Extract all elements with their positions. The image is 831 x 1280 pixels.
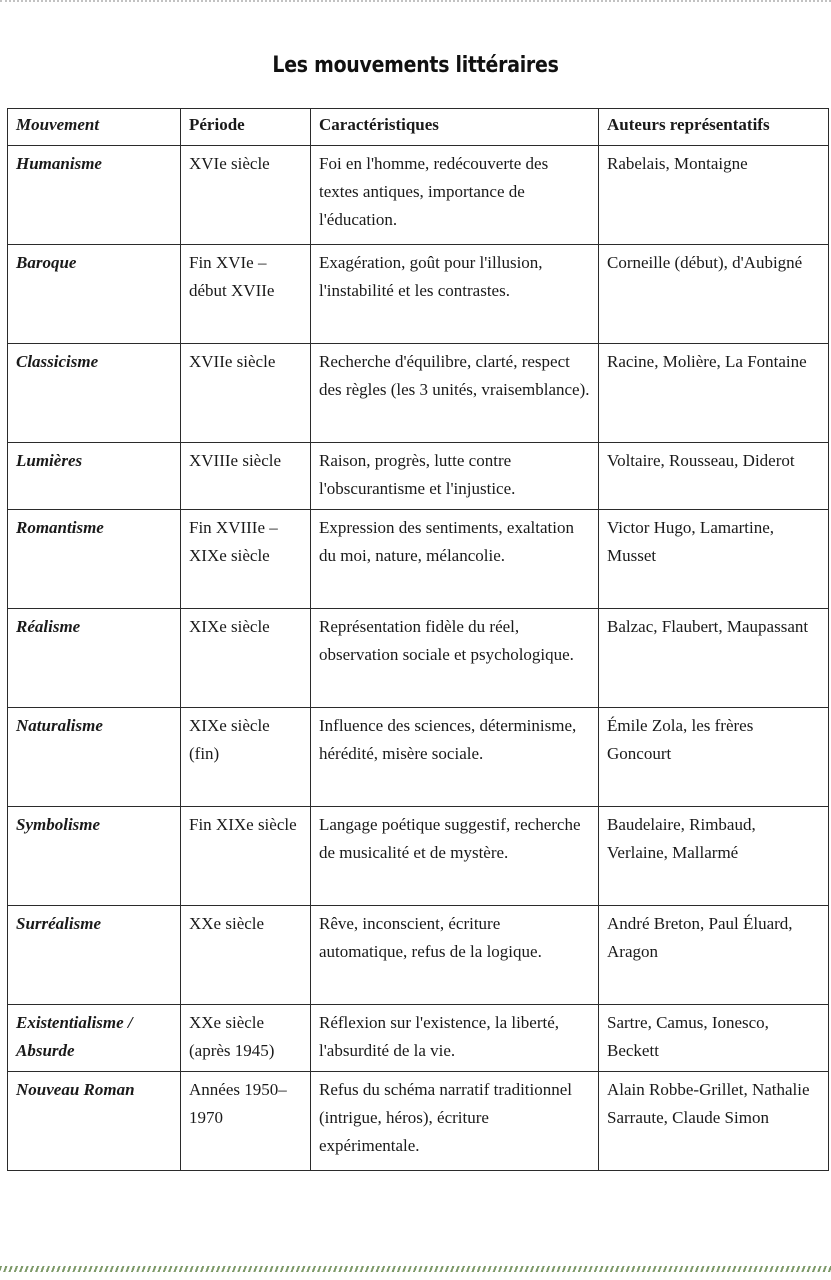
auteurs-cell: Rabelais, Montaigne <box>599 146 829 245</box>
caracteristiques-cell: Recherche d'équilibre, clarté, respect des règles (les 3 unités, vraisemblance). <box>311 344 599 443</box>
auteurs-cell: Baudelaire, Rimbaud, Verlaine, Mallarmé <box>599 807 829 906</box>
table-row <box>8 1005 829 1072</box>
periode-cell: XVIe siècle <box>181 146 311 245</box>
mouvement-cell: Baroque <box>8 245 181 344</box>
periode-cell: Fin XIXe siècle <box>181 807 311 906</box>
bottom-decorative-border <box>0 1266 831 1272</box>
auteurs-cell: Alain Robbe-Grillet, Nathalie Sarraute, Claude Simon <box>599 1072 829 1171</box>
mouvement-cell: Lumières <box>8 443 181 510</box>
table-row <box>8 245 829 344</box>
auteurs-cell: Balzac, Flaubert, Maupassant <box>599 609 829 708</box>
table-row <box>8 146 829 245</box>
periode-cell: Fin XVIIIe – XIXe siècle <box>181 510 311 609</box>
table-row <box>8 1072 829 1171</box>
auteurs-cell: Voltaire, Rousseau, Diderot <box>599 443 829 510</box>
auteurs-cell: Racine, Molière, La Fontaine <box>599 344 829 443</box>
caracteristiques-cell: Réflexion sur l'existence, la liberté, l'absurdité de la vie. <box>311 1005 599 1072</box>
literary-movements-table <box>7 108 829 1171</box>
auteurs-cell: Sartre, Camus, Ionesco, Beckett <box>599 1005 829 1072</box>
mouvement-cell: Existentialisme / Absurde <box>8 1005 181 1072</box>
table-row <box>8 609 829 708</box>
mouvement-cell: Réalisme <box>8 609 181 708</box>
mouvement-cell: Romantisme <box>8 510 181 609</box>
top-dotted-border <box>0 0 831 5</box>
table-header-row <box>8 109 829 146</box>
periode-cell: XXe siècle <box>181 906 311 1005</box>
table-row <box>8 906 829 1005</box>
periode-cell: XVIIe siècle <box>181 344 311 443</box>
caracteristiques-cell: Influence des sciences, déterminisme, hérédité, misère sociale. <box>311 708 599 807</box>
auteurs-cell: Corneille (début), d'Aubigné <box>599 245 829 344</box>
caracteristiques-cell: Exagération, goût pour l'illusion, l'instabilité et les contrastes. <box>311 245 599 344</box>
mouvement-cell: Humanisme <box>8 146 181 245</box>
periode-cell: XIXe siècle (fin) <box>181 708 311 807</box>
header-auteurs: Auteurs représentatifs <box>599 109 829 146</box>
table-row <box>8 344 829 443</box>
table-row <box>8 708 829 807</box>
auteurs-cell: André Breton, Paul Éluard, Aragon <box>599 906 829 1005</box>
auteurs-cell: Victor Hugo, Lamartine, Musset <box>599 510 829 609</box>
table-row <box>8 510 829 609</box>
mouvement-cell: Classicisme <box>8 344 181 443</box>
caracteristiques-cell: Foi en l'homme, redécouverte des textes antiques, importance de l'éducation. <box>311 146 599 245</box>
periode-cell: Fin XVIe – début XVIIe <box>181 245 311 344</box>
table-row <box>8 807 829 906</box>
caracteristiques-cell: Refus du schéma narratif traditionnel (intrigue, héros), écriture expérimentale. <box>311 1072 599 1171</box>
mouvement-cell: Surréalisme <box>8 906 181 1005</box>
mouvement-cell: Naturalisme <box>8 708 181 807</box>
header-periode: Période <box>181 109 311 146</box>
caracteristiques-cell: Expression des sentiments, exaltation du moi, nature, mélancolie. <box>311 510 599 609</box>
caracteristiques-cell: Représentation fidèle du réel, observation sociale et psychologique. <box>311 609 599 708</box>
periode-cell: XIXe siècle <box>181 609 311 708</box>
table-row <box>8 443 829 510</box>
page-title: Les mouvements littéraires <box>272 52 559 78</box>
header-mouvement: Mouvement <box>8 109 181 146</box>
periode-cell: Années 1950–1970 <box>181 1072 311 1171</box>
mouvement-cell: Symbolisme <box>8 807 181 906</box>
periode-cell: XXe siècle (après 1945) <box>181 1005 311 1072</box>
auteurs-cell: Émile Zola, les frères Goncourt <box>599 708 829 807</box>
mouvement-cell: Nouveau Roman <box>8 1072 181 1171</box>
caracteristiques-cell: Raison, progrès, lutte contre l'obscurantisme et l'injustice. <box>311 443 599 510</box>
caracteristiques-cell: Langage poétique suggestif, recherche de musicalité et de mystère. <box>311 807 599 906</box>
caracteristiques-cell: Rêve, inconscient, écriture automatique, refus de la logique. <box>311 906 599 1005</box>
periode-cell: XVIIIe siècle <box>181 443 311 510</box>
header-caracteristiques: Caractéristiques <box>311 109 599 146</box>
